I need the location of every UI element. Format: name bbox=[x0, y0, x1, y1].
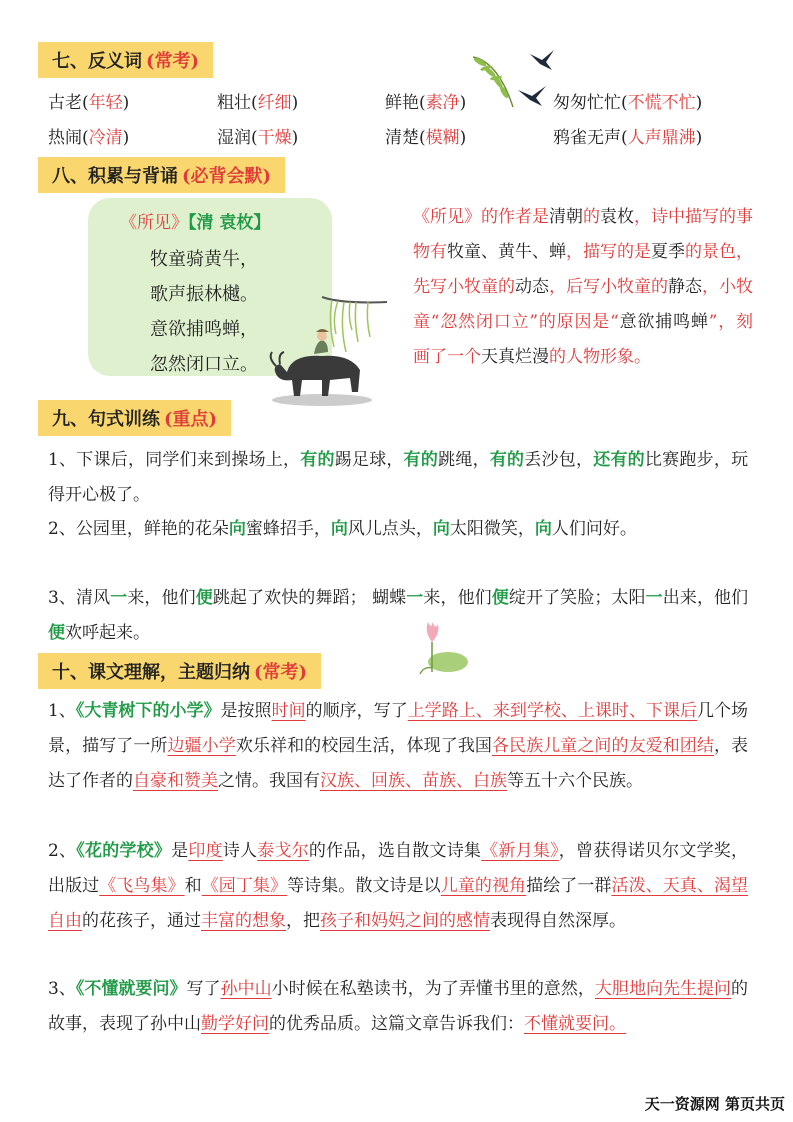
body-text: 是按照 bbox=[220, 701, 272, 721]
poem-line: 牧童骑黄牛， bbox=[150, 249, 258, 270]
body-text: 踢足球， bbox=[334, 450, 404, 470]
antonym-answer: 不慌不忙 bbox=[627, 93, 696, 113]
highlight-text: 一 bbox=[406, 588, 424, 608]
body-text: 绽开了笑脸；太阳 bbox=[508, 588, 646, 608]
antonym-word: 古老 bbox=[48, 93, 82, 113]
body-text: 之情。我国有 bbox=[218, 771, 320, 791]
key-point: 边疆小学 bbox=[167, 736, 236, 756]
poem-line: 歌声振林樾。 bbox=[150, 284, 258, 305]
section-9-header bbox=[38, 400, 231, 436]
body-text: 来，他们 bbox=[423, 588, 492, 608]
key-point: 孩子和妈妈之间的感情 bbox=[320, 911, 490, 931]
body-text: 等诗集。散文诗是以 bbox=[287, 876, 441, 896]
body-text: 3、 bbox=[48, 979, 76, 999]
antonym-word: 鸦雀无声 bbox=[553, 128, 621, 148]
body-text: 比赛跑步，玩得开心极了。 bbox=[48, 450, 749, 505]
antonym-answer: 干燥 bbox=[257, 128, 292, 148]
key-point: 各民族儿童之间的友爱和团结 bbox=[491, 736, 714, 756]
body-text: ，曾获得诺贝尔文学奖，出版过 bbox=[48, 841, 749, 896]
body-text: 是 bbox=[171, 841, 189, 861]
highlight-text: 的景色，先写小牧童的 bbox=[413, 242, 753, 297]
body-text: 的故事，表现了孙中山 bbox=[48, 979, 749, 1034]
theme-paragraph-3 bbox=[48, 972, 748, 1042]
theme-paragraph-2 bbox=[48, 834, 748, 939]
highlight-text: ”，刻画了一个 bbox=[413, 312, 754, 367]
page-footer: 天一资源网 第页共页 bbox=[644, 1095, 785, 1113]
body-text: 诗人 bbox=[222, 841, 258, 861]
body-text: 欢呼起来。 bbox=[65, 623, 150, 643]
section-8-title: 八、积累与背诵 bbox=[52, 166, 178, 187]
highlight-text: 便 bbox=[195, 588, 213, 608]
antonym-word: 湿润 bbox=[217, 128, 251, 148]
highlight-text: 有的 bbox=[489, 450, 525, 470]
highlight-text: 的 bbox=[583, 207, 600, 227]
poem-title: 《所见》 bbox=[120, 213, 188, 233]
poem-line: 忽然闭口立。 bbox=[150, 354, 258, 375]
section-10-header bbox=[38, 653, 321, 689]
antonym-pair: 粗壮(纤细) bbox=[217, 93, 299, 113]
highlight-text: 便 bbox=[48, 623, 65, 643]
antonym-answer: 冷清 bbox=[88, 128, 123, 148]
section-7-title: 七、反义词 bbox=[52, 51, 142, 72]
poem-author: 【清 袁枚】 bbox=[188, 213, 271, 233]
section-7-header bbox=[38, 42, 213, 78]
highlight-text: 的人物形象。 bbox=[549, 347, 651, 367]
key-point: 《新月集》 bbox=[481, 841, 559, 861]
body-text: 几个场景，描写了一所 bbox=[48, 701, 749, 756]
key-point: 孙中山 bbox=[220, 979, 272, 999]
body-text: 小时候在私塾读书，为了弄懂书里的意然， bbox=[271, 979, 595, 999]
lesson-title: 《大青树下的小学》 bbox=[75, 701, 221, 721]
body-text: 和 bbox=[184, 876, 202, 896]
highlight-text: 便 bbox=[491, 588, 509, 608]
antonym-word: 鲜艳 bbox=[385, 93, 419, 113]
body-text: 天真烂漫 bbox=[481, 347, 549, 367]
antonym-word: 热闹 bbox=[48, 128, 82, 148]
highlight-text: 一 bbox=[110, 588, 128, 608]
section-10-title: 十、课文理解，主题归纳 bbox=[52, 662, 250, 683]
body-text: 的花孩子，通过 bbox=[82, 911, 201, 931]
cowherd-on-buffalo-illustration bbox=[262, 292, 392, 422]
antonym-pair: 鸦雀无声(人声鼎沸) bbox=[553, 128, 703, 148]
section-7-tag: (常考) bbox=[146, 51, 200, 72]
section-9-tag: (重点) bbox=[164, 409, 218, 430]
body-text: 2、 bbox=[48, 841, 77, 861]
body-text: 1、下课后，同学们来到操场上， bbox=[48, 450, 301, 470]
body-text: 的作品，选自散文诗集 bbox=[308, 841, 482, 861]
antonym-word: 粗壮 bbox=[217, 93, 251, 113]
body-text: 表现得自然深厚。 bbox=[490, 911, 626, 931]
body-text: 跳起了欢快的舞蹈； 蝴蝶 bbox=[212, 588, 407, 608]
poem-heading bbox=[120, 208, 270, 233]
antonym-pair: 鲜艳(素净) bbox=[385, 93, 467, 113]
highlight-text: ，描写的是 bbox=[566, 242, 651, 262]
lesson-title: 《不懂就要问》 bbox=[75, 979, 187, 999]
highlight-text: 有的 bbox=[300, 450, 335, 470]
body-text: 静态 bbox=[668, 277, 702, 297]
section-8-tag: (必背会默) bbox=[182, 166, 272, 187]
body-text: 太阳微笑， bbox=[449, 519, 535, 539]
body-text: 3、清风 bbox=[48, 588, 111, 608]
highlight-text: ，后写小牧童的 bbox=[549, 277, 668, 297]
body-text: 的顺序，写了 bbox=[305, 701, 408, 721]
body-text: 2、公园里，鲜艳的花朵 bbox=[48, 519, 229, 539]
key-point: 时间 bbox=[271, 701, 306, 721]
antonym-pair: 古老(年轻) bbox=[48, 93, 130, 113]
body-text: 丢沙包， bbox=[524, 450, 594, 470]
sentence-3 bbox=[48, 581, 748, 651]
key-point: 汉族、回族、苗族、白族 bbox=[320, 771, 507, 791]
body-text: 牧童、黄牛、蝉 bbox=[447, 242, 566, 262]
antonym-pair: 湿润(干燥) bbox=[217, 128, 299, 148]
body-text: 动态 bbox=[515, 277, 549, 297]
antonym-word: 匆匆忙忙 bbox=[553, 93, 621, 113]
body-text: 来，他们 bbox=[127, 588, 196, 608]
key-point: 儿童的视角 bbox=[440, 876, 527, 896]
antonym-answer: 模糊 bbox=[425, 128, 460, 148]
antonym-answer: 年轻 bbox=[88, 93, 123, 113]
section-10-tag: (常考) bbox=[254, 662, 308, 683]
body-text: 袁枚 bbox=[600, 207, 634, 227]
key-point: 不懂就要问。 bbox=[524, 1014, 626, 1034]
body-text: ，表达了作者的 bbox=[48, 736, 749, 791]
antonym-answer: 人声鼎沸 bbox=[627, 128, 696, 148]
key-point: 勤学好问 bbox=[201, 1014, 269, 1034]
key-point: 活泼、天真、渴望自由 bbox=[48, 876, 749, 931]
poem-description bbox=[413, 200, 753, 375]
body-text: ，把 bbox=[286, 911, 320, 931]
poem-line: 意欲捕鸣蝉， bbox=[150, 319, 258, 340]
body-text: 夏季 bbox=[651, 242, 685, 262]
section-9-title: 九、句式训练 bbox=[52, 409, 160, 430]
body-text: 描绘了一群 bbox=[526, 876, 612, 896]
antonym-answer: 素净 bbox=[425, 93, 460, 113]
highlight-text: ，诗中描写的事物有 bbox=[413, 207, 753, 262]
body-text: 的优秀品质。这篇文章告诉我们： bbox=[269, 1014, 524, 1034]
antonym-word: 清楚 bbox=[385, 128, 419, 148]
highlight-text: 向 bbox=[534, 519, 552, 539]
highlight-text: 向 bbox=[330, 519, 348, 539]
highlight-text: 的作者是 bbox=[481, 207, 549, 227]
lotus-illustration bbox=[410, 612, 470, 682]
key-point: 《园丁集》 bbox=[201, 876, 288, 896]
body-text: 写了 bbox=[186, 979, 221, 999]
body-text: 意欲捕鸣蝉 bbox=[618, 312, 709, 332]
body-text: 《所见》 bbox=[413, 207, 481, 227]
swallow-willow-illustration bbox=[468, 42, 568, 112]
highlight-text: 还有的 bbox=[593, 450, 645, 470]
antonym-pair: 清楚(模糊) bbox=[385, 128, 467, 148]
antonym-pair: 热闹(冷清) bbox=[48, 128, 130, 148]
key-point: 《飞鸟集》 bbox=[99, 876, 185, 896]
sentence-2 bbox=[48, 512, 748, 547]
key-point: 丰富的想象 bbox=[201, 911, 286, 931]
body-text: 蜜蜂招手， bbox=[245, 519, 331, 539]
highlight-text: 向 bbox=[228, 519, 246, 539]
antonym-answer: 纤细 bbox=[257, 93, 292, 113]
highlight-text: 一 bbox=[645, 588, 663, 608]
highlight-text: 有的 bbox=[403, 450, 439, 470]
antonym-pair: 匆匆忙忙(不慌不忙) bbox=[553, 93, 703, 113]
body-text: 跳绳， bbox=[438, 450, 490, 470]
highlight-text: ，小牧童“忽然闭口立”的原因是“ bbox=[413, 277, 753, 332]
key-point: 上学路上、来到学校、上课时、下课后 bbox=[407, 701, 698, 721]
key-point: 大胆地向先生提问 bbox=[594, 979, 732, 999]
section-8-header bbox=[38, 157, 285, 193]
key-point: 自豪和赞美 bbox=[133, 771, 218, 791]
theme-paragraph-1 bbox=[48, 694, 748, 799]
body-text: 人们问好。 bbox=[551, 519, 637, 539]
body-text: 等五十六个民族。 bbox=[507, 771, 643, 791]
body-text: 风儿点头， bbox=[347, 519, 433, 539]
key-point: 印度 bbox=[188, 841, 223, 861]
body-text: 清朝 bbox=[549, 207, 583, 227]
sentence-1 bbox=[48, 443, 748, 513]
key-point: 泰戈尔 bbox=[257, 841, 309, 861]
highlight-text: 向 bbox=[432, 519, 450, 539]
body-text: 出来，他们 bbox=[662, 588, 749, 608]
lesson-title: 《花的学校》 bbox=[76, 841, 172, 861]
body-text: 1、 bbox=[48, 701, 76, 721]
body-text: 欢乐祥和的校园生活，体现了我国 bbox=[235, 736, 492, 756]
